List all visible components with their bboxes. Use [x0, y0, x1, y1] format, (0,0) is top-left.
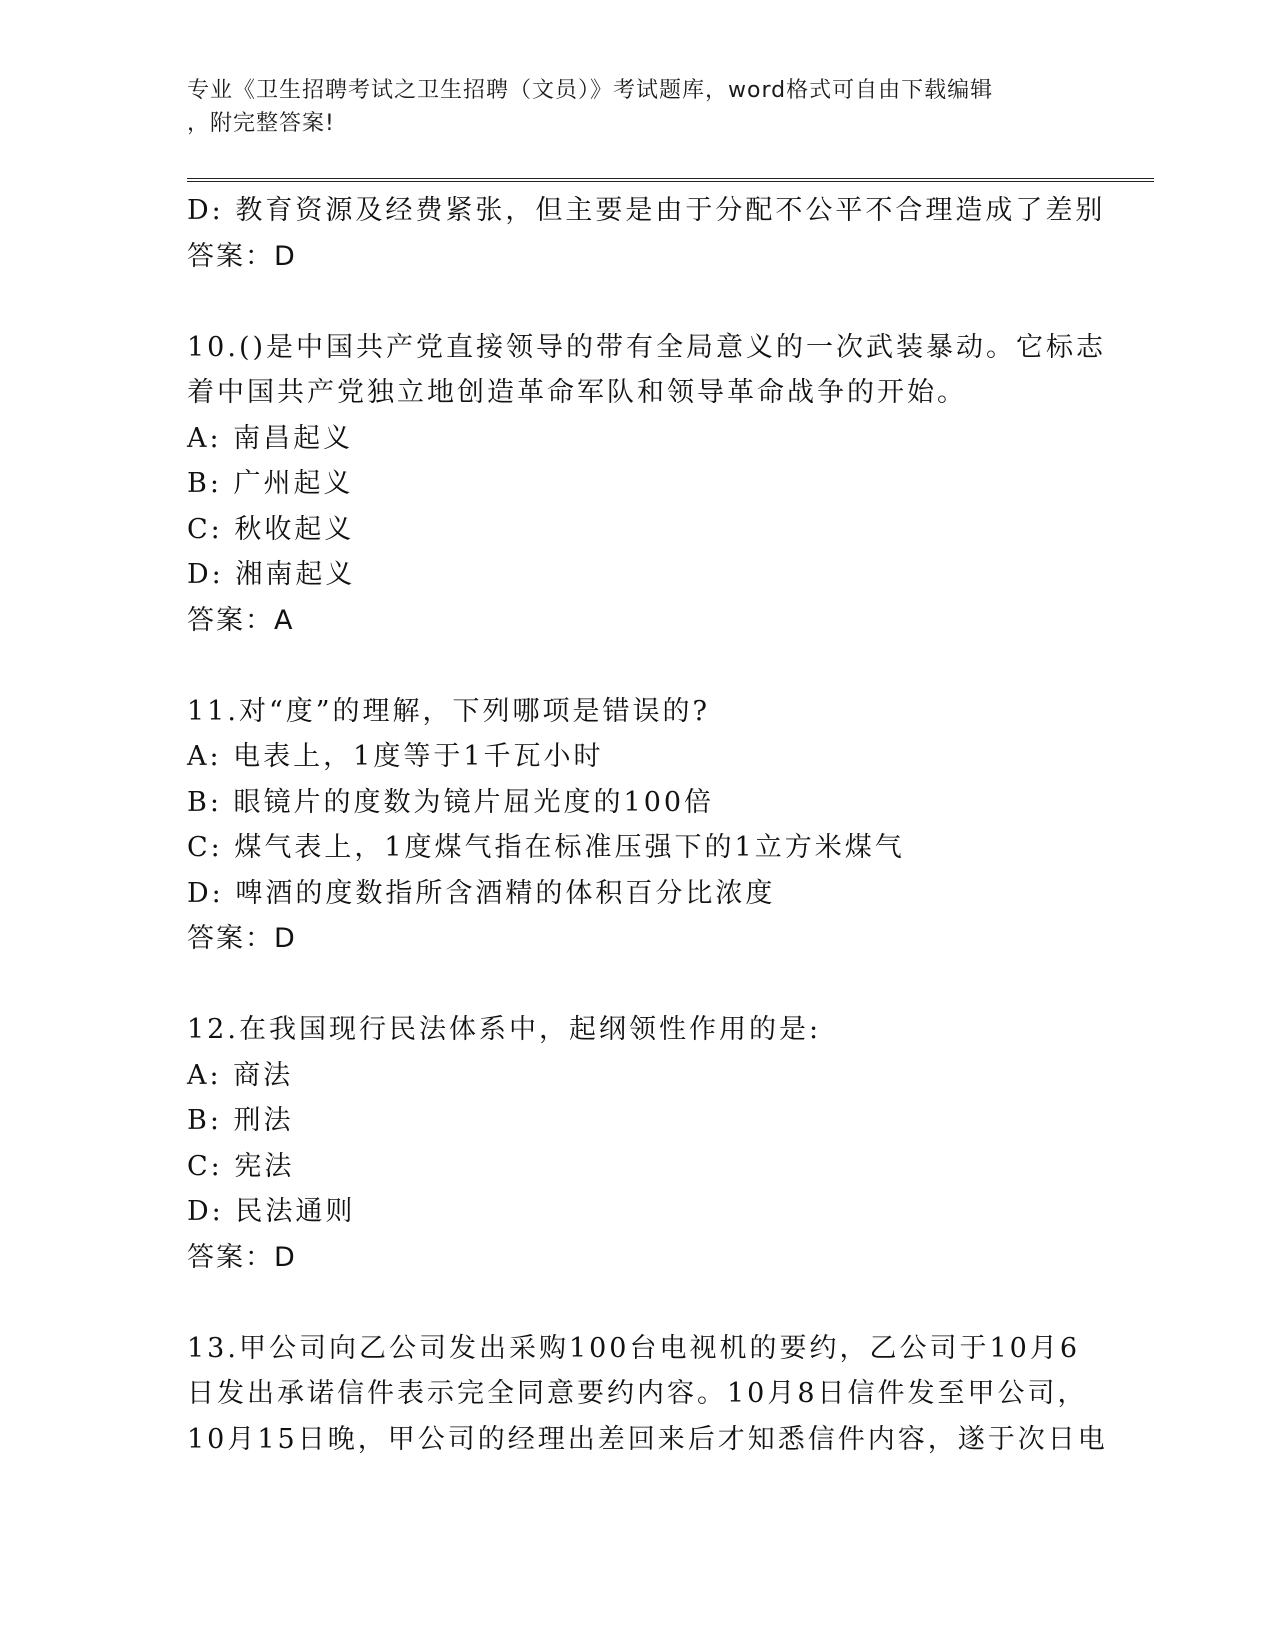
answer: 答案：D: [187, 240, 297, 272]
question-list: [187, 188, 1108, 1462]
question-stem: 11.对“度”的理解，下列哪项是错误的?: [187, 695, 711, 727]
question-11: [187, 689, 1087, 962]
question-10: [187, 325, 1107, 644]
question-stem-continued: 日发出承诺信件表示完全同意要约内容。10月8日信件发至甲公司，: [187, 1378, 1088, 1409]
option-c: C: 宪法: [187, 1150, 295, 1182]
question-stem: 12.在我国现行民法体系中，起纲领性作用的是:: [187, 1014, 822, 1045]
option-d: D: 教育资源及经费紧张，但主要是由于分配不公平不合理造成了差别: [187, 195, 1106, 226]
question-12: [187, 1007, 1087, 1280]
option-b: B: 广州起义: [187, 468, 354, 499]
spacer: [187, 1280, 1087, 1326]
option-a: A: 电表上，1度等于1千瓦小时: [187, 741, 604, 772]
option-b: B: 刑法: [187, 1105, 294, 1136]
answer: 答案：D: [187, 923, 297, 954]
option-a: A: 商法: [187, 1059, 294, 1091]
question-stem: 13.甲公司向乙公司发出采购100台电视机的要约，乙公司于10月6: [187, 1332, 1081, 1364]
option-d: D: 啤酒的度数指所含酒精的体积百分比浓度: [187, 877, 776, 909]
spacer: [187, 962, 1087, 1008]
question-stem-continued: 10月15日晚，甲公司的经理出差回来后才知悉信件内容，遂于次日电: [187, 1423, 1108, 1455]
option-d: D: 湘南起义: [187, 559, 356, 590]
option-d: D: 民法通则: [187, 1196, 356, 1227]
question-9-fragment: [187, 188, 1106, 279]
header-line-1: 专业《卫生招聘考试之卫生招聘（文员）》考试题库，word格式可自由下载编辑: [187, 78, 994, 103]
header-divider: [187, 178, 1154, 182]
question-13: [187, 1326, 1108, 1463]
question-stem: 10.()是中国共产党直接领导的带有全局意义的一次武装暴动。它标志: [187, 331, 1107, 363]
spacer: [187, 643, 1087, 689]
option-a: A: 南昌起义: [187, 422, 354, 454]
answer: 答案：A: [187, 604, 295, 636]
option-c: C: 秋收起义: [187, 513, 355, 545]
header-line-2: ，附完整答案!: [187, 111, 335, 136]
option-b: B: 眼镜片的度数为镜片屈光度的100倍: [187, 786, 715, 818]
question-stem-continued: 着中国共产党独立地创造革命军队和领导革命战争的开始。: [187, 377, 967, 408]
spacer: [187, 279, 1087, 325]
answer: 答案：D: [187, 1241, 297, 1273]
option-c: C: 煤气表上，1度煤气指在标准压强下的1立方米煤气: [187, 832, 905, 863]
document-header: [187, 74, 1087, 140]
